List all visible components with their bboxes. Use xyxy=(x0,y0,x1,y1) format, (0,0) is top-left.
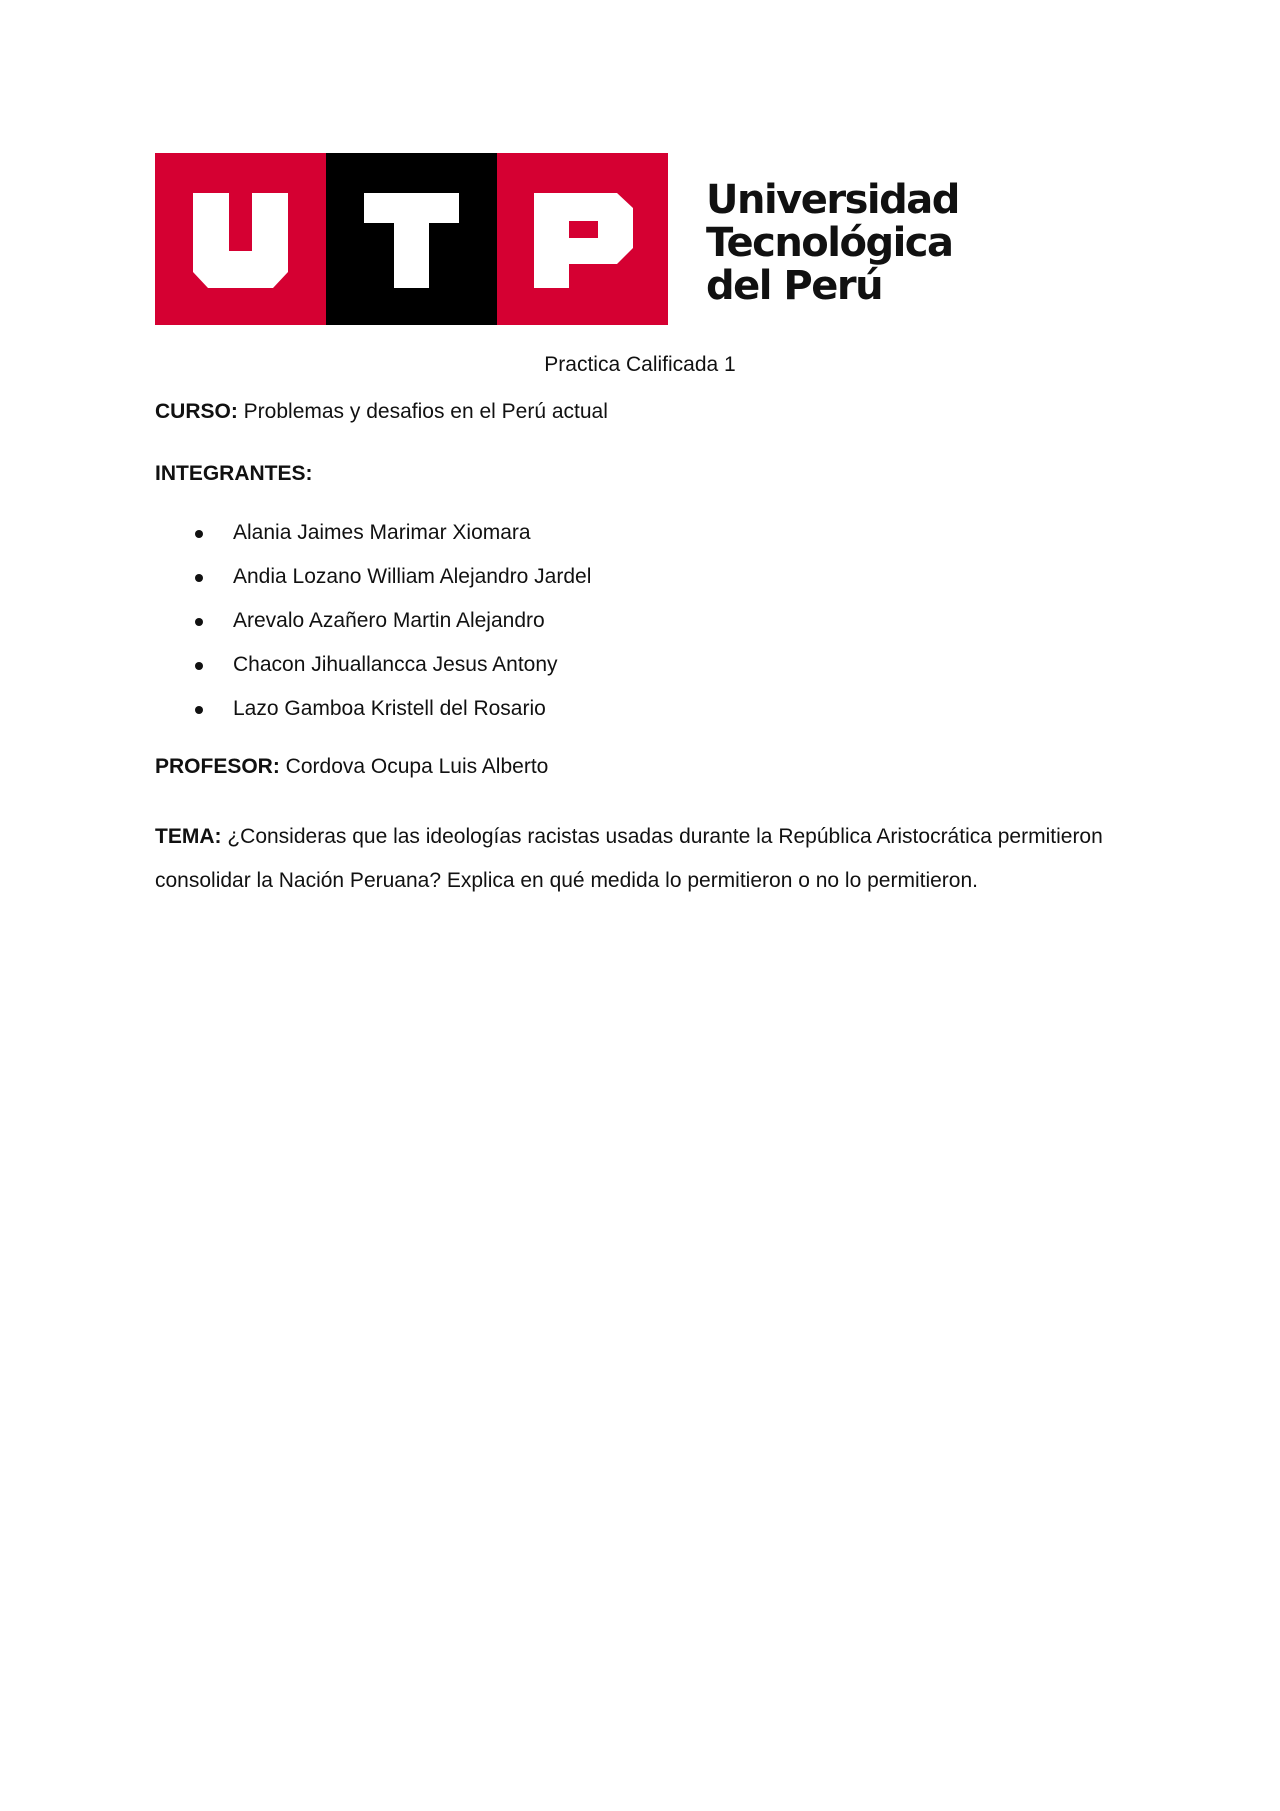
logo-letter-t-shape xyxy=(326,153,497,325)
professor-value: Cordova Ocupa Luis Alberto xyxy=(279,755,549,778)
bullet-icon xyxy=(195,706,203,714)
member-name: Arevalo Azañero Martin Alejandro xyxy=(233,609,545,632)
member-name: Lazo Gamboa Kristell del Rosario xyxy=(233,697,546,720)
topic-value: ¿Consideras que las ideologías racistas usadas durante la República Aristocrática permitieron consolidar la Nación Peruana? Explica en qué medida lo permitieron o no lo permitieron. xyxy=(155,825,1103,892)
topic-label: TEMA: xyxy=(155,825,222,848)
logo-university-name xyxy=(706,179,959,308)
course-value: Problemas y desafios en el Perú actual xyxy=(237,400,608,423)
member-name: Chacon Jihuallancca Jesus Antony xyxy=(233,653,558,676)
logo-letter-p-shape xyxy=(497,153,668,325)
logo-letter-u-shape xyxy=(155,153,326,325)
professor-label: PROFESOR: xyxy=(155,755,280,778)
member-name: Andia Lozano William Alejandro Jardel xyxy=(233,565,592,588)
document-title: Practica Calificada 1 xyxy=(544,353,736,376)
logo-letter-u xyxy=(155,153,326,325)
professor-line xyxy=(155,753,548,781)
logo-letter-p xyxy=(497,153,668,325)
bullet-icon xyxy=(195,574,203,582)
topic-paragraph xyxy=(155,815,1135,903)
logo-name-line-1: Universidad xyxy=(706,177,959,223)
members-label: INTEGRANTES: xyxy=(155,462,313,485)
course-label: CURSO: xyxy=(155,400,238,423)
bullet-icon xyxy=(195,618,203,626)
bullet-icon xyxy=(195,662,203,670)
logo-name-line-3: del Perú xyxy=(706,263,883,309)
logo-name-line-2: Tecnológica xyxy=(706,220,953,266)
members-heading xyxy=(155,460,313,488)
logo-blocks xyxy=(155,153,668,325)
bullet-icon xyxy=(195,530,203,538)
member-name: Alania Jaimes Marimar Xiomara xyxy=(233,521,531,544)
course-line xyxy=(155,398,608,426)
logo-letter-t xyxy=(326,153,497,325)
utp-logo xyxy=(155,153,959,325)
